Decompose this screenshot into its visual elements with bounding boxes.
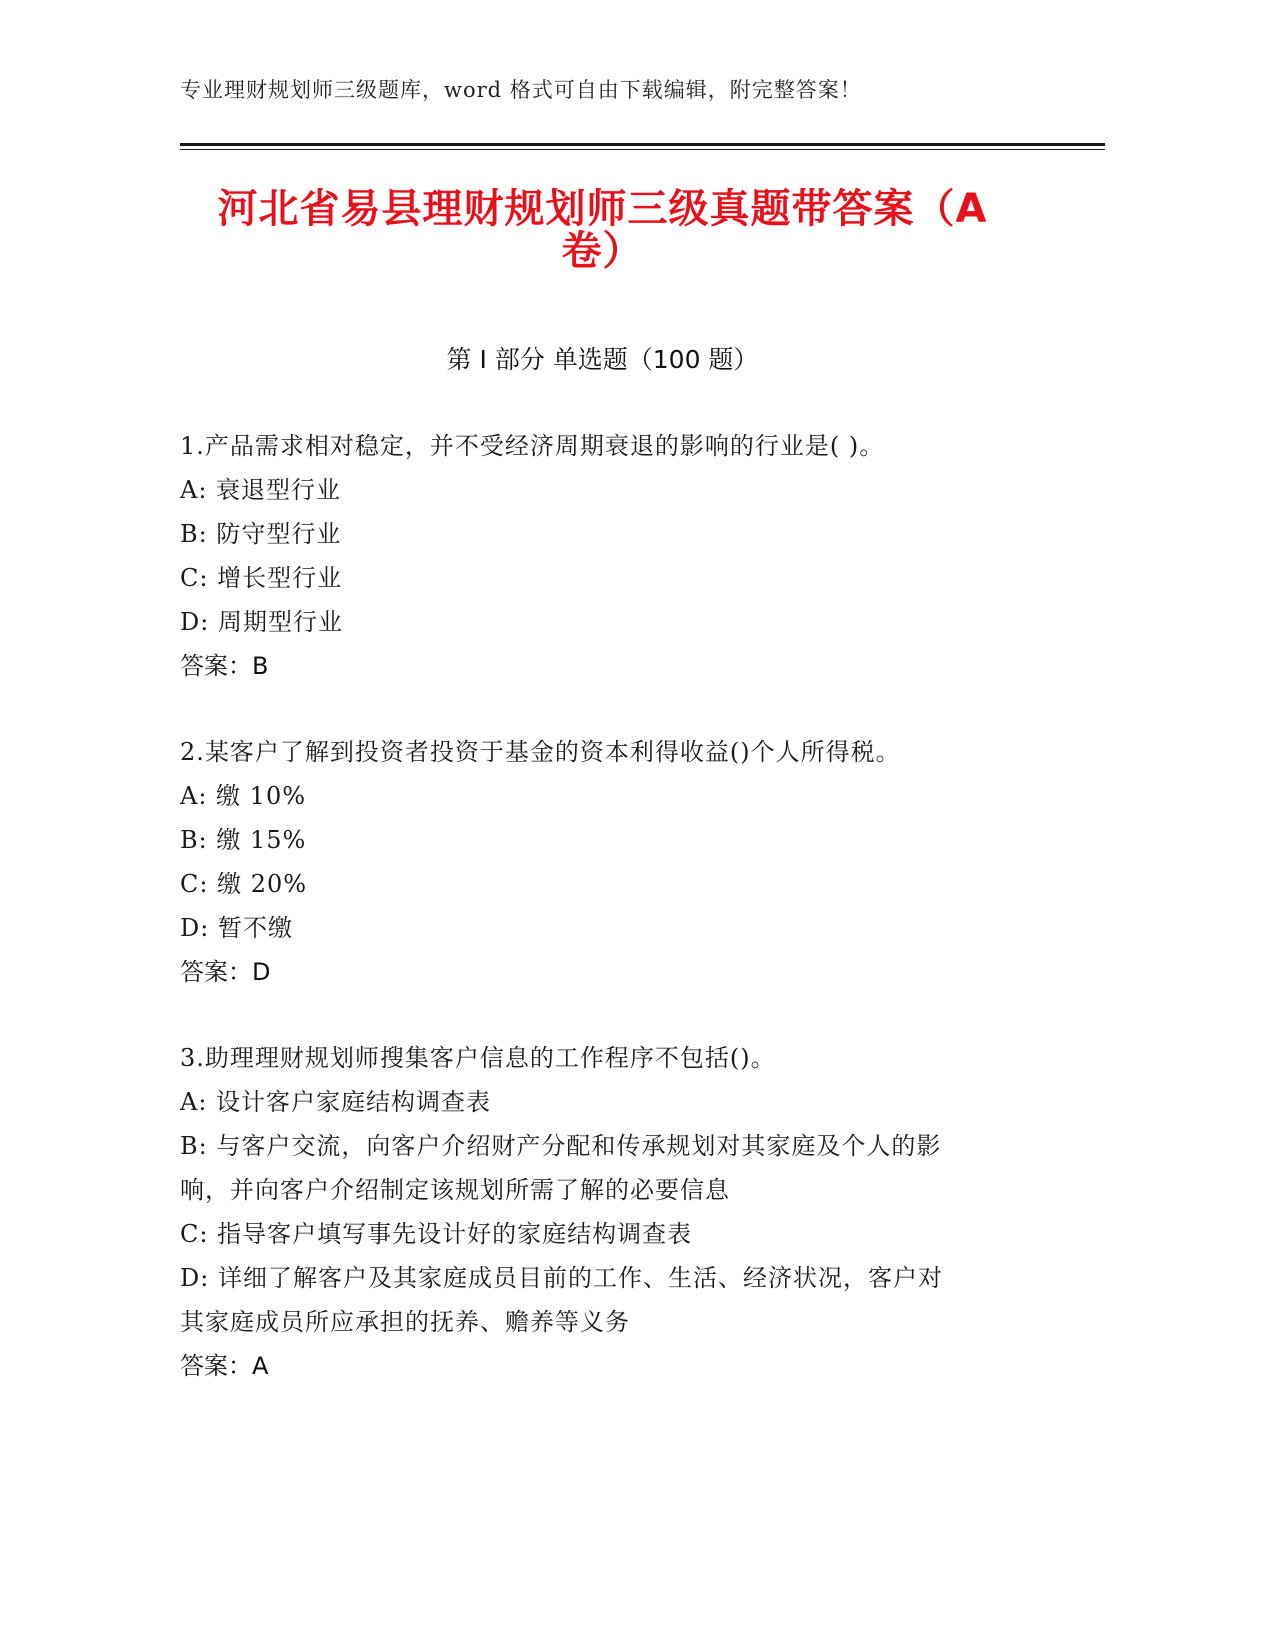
option-c: C: 指导客户填写事先设计好的家庭结构调查表 [180, 1220, 693, 1248]
option-d-continued: 其家庭成员所应承担的抚养、赡养等义务 [180, 1308, 630, 1336]
answer: 答案：A [180, 1352, 269, 1380]
title-line-1: 河北省易县理财规划师三级真题带答案（A [217, 186, 988, 232]
option-b: B: 防守型行业 [180, 520, 342, 548]
option-a: A: 衰退型行业 [180, 476, 342, 504]
header-rule-thin [180, 149, 1105, 150]
section-heading: 第 I 部分 单选题（100 题） [446, 345, 759, 374]
option-c: C: 缴 20% [180, 870, 308, 898]
header-note: 专业理财规划师三级题库，word 格式可自由下载编辑，附完整答案！ [180, 78, 862, 102]
option-b: B: 缴 15% [180, 826, 307, 854]
option-d: D: 详细了解客户及其家庭成员目前的工作、生活、经济状况，客户对 [180, 1264, 943, 1292]
answer: 答案：D [180, 958, 271, 986]
question-list [180, 424, 1030, 1430]
question-3 [180, 1036, 1030, 1388]
option-a: A: 缴 10% [180, 782, 307, 810]
answer: 答案：B [180, 652, 269, 680]
title-line-2: 卷） [561, 228, 644, 274]
option-b-continued: 响，并向客户介绍制定该规划所需了解的必要信息 [180, 1176, 730, 1204]
option-b: B: 与客户交流，向客户介绍财产分配和传承规划对其家庭及个人的影 [180, 1132, 942, 1160]
header-rule-thick [180, 143, 1105, 146]
option-a: A: 设计客户家庭结构调查表 [180, 1088, 492, 1116]
option-d: D: 暂不缴 [180, 914, 293, 942]
question-1 [180, 424, 1030, 688]
question-stem: 1.产品需求相对稳定，并不受经济周期衰退的影响的行业是( )。 [180, 432, 885, 460]
question-2 [180, 730, 1030, 994]
question-stem: 2.某客户了解到投资者投资于基金的资本利得收益()个人所得税。 [180, 738, 901, 766]
option-d: D: 周期型行业 [180, 608, 343, 636]
question-stem: 3.助理理财规划师搜集客户信息的工作程序不包括()。 [180, 1044, 776, 1072]
option-c: C: 增长型行业 [180, 564, 343, 592]
document-title [180, 188, 1025, 272]
